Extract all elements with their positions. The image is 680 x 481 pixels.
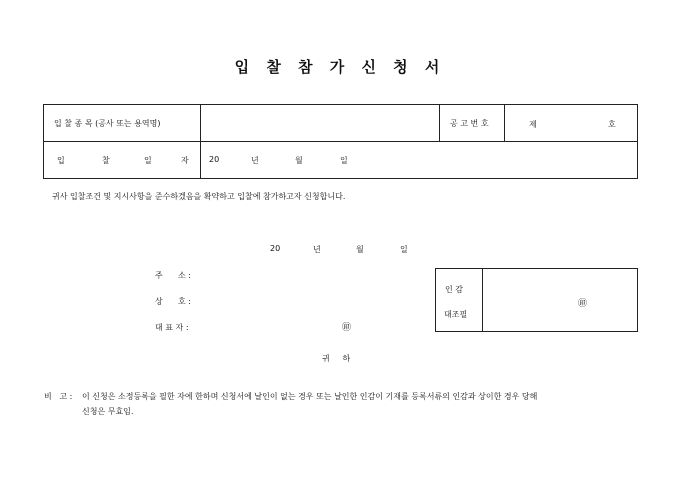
bid-date-label-char: 자 — [181, 156, 189, 165]
seal-verification-mark: ㊞ — [578, 299, 588, 309]
bid-item-field[interactable] — [201, 105, 440, 142]
notice-suffix: 호 — [608, 120, 616, 129]
notice-number-label: 공 고 번 호 — [440, 105, 505, 142]
pledge-statement: 귀사 입찰조건 및 지시사항을 준수하겠음을 확약하고 입찰에 참가하고자 신청합니다. — [52, 192, 346, 201]
bid-date-month-unit: 월 — [295, 156, 303, 165]
address-label: 주 소 : — [155, 271, 191, 280]
bid-date-label-char: 입 — [57, 156, 65, 165]
bid-info-table — [43, 104, 638, 179]
notice-number-field[interactable] — [505, 105, 638, 142]
bid-date-year-unit: 년 — [251, 156, 259, 165]
remark-text-line2: 신청은 무효임. — [82, 407, 134, 416]
seal-verification-box — [435, 268, 638, 332]
sign-date-year-unit: 년 — [313, 245, 321, 254]
sign-date-day-unit: 일 — [400, 245, 408, 254]
representative-label: 대 표 자 : — [155, 323, 189, 332]
bid-date-label — [44, 142, 201, 179]
remark-prefix: 비 고 : — [44, 392, 73, 401]
seal-label-top: 인 감 — [445, 285, 463, 294]
recipient-honorific: 귀 하 — [322, 354, 351, 363]
representative-seal-mark: ㊞ — [342, 323, 352, 333]
seal-verification-label-cell — [436, 269, 483, 331]
remark-text-line1: 이 신청은 소정등록을 필한 자에 한하며 신청서에 날인이 없는 경우 또는 날인한 인감이 기재를 등록서류의 인감과 상이한 경우 당해 — [82, 392, 538, 401]
bid-date-day-unit: 일 — [340, 156, 348, 165]
sign-date-year: 20 — [270, 244, 281, 253]
company-name-label: 상 호 : — [155, 297, 191, 306]
bid-date-year: 20 — [209, 155, 220, 164]
page-title: 입 찰 참 가 신 청 서 — [234, 58, 446, 76]
bid-date-field[interactable] — [201, 142, 638, 179]
bid-item-label: 입 찰 종 목 (공사 또는 용역명) — [44, 105, 201, 142]
sign-date-month-unit: 월 — [356, 245, 364, 254]
bid-date-label-char: 일 — [144, 156, 152, 165]
bid-date-label-char: 찰 — [102, 156, 110, 165]
notice-prefix: 제 — [529, 120, 537, 129]
seal-label-bottom: 대조필 — [444, 310, 468, 319]
